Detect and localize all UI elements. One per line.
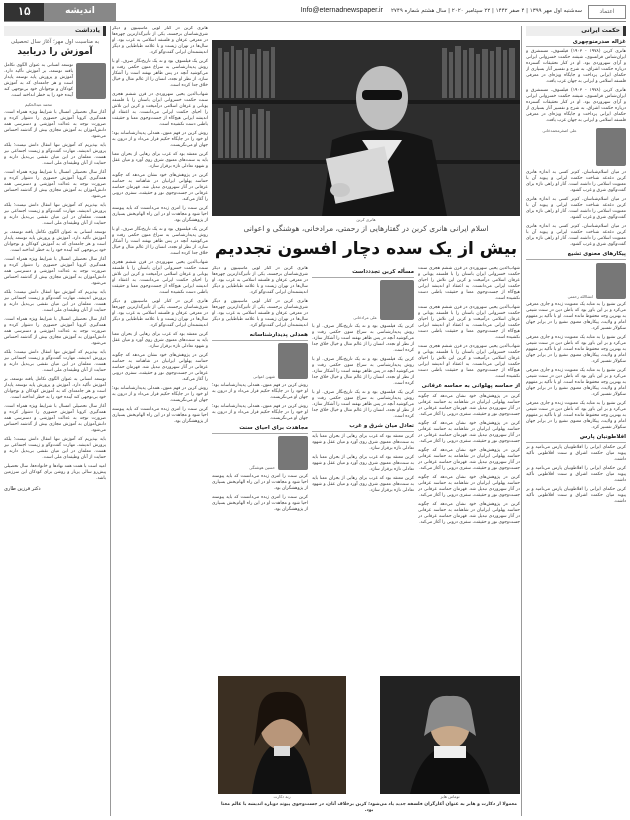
article-paragraph: کربن تشیع را به مثابه یک معنویت زنده و جاری معرفی می‌کرد و بر این باور بود که باطن دین در سنت شیعی به بهترین وجه محفوظ مانده است. او با تأکید بر مفهوم امام و ولایت، پیکارهای معنوی تشیع را در برابر جهان سکولار تفسیر کرد. xyxy=(526,302,626,332)
subheading: مجاهدت برای احیای سنت xyxy=(212,425,308,434)
left-kicker: به مناسبت اول مهر؛ آغاز سال تحصیلی xyxy=(10,38,100,45)
article-paragraph: هانری کربن (۱۹۷۸ - ۱۹۰۳) فیلسوف، مستشرق و ایران‌شناس فرانسوی، شیفته حکمت خسروانی ایرانی و آرای سهروردی بود. او در کنار تحقیقات گسترده درباره حکمت اشراق، به شرح و تفسیر آثار بسیاری از حکمای ایرانی پرداخت و جایگاه ویژه‌ای در معرفی فلسفه اسلامی و ایرانی به جهان غرب یافت. xyxy=(526,49,626,85)
article-paragraph: کربن سنت را امری زنده می‌دانست که باید پیوسته احیا شود و مجاهدت او در این راه الهام‌بخش بسیاری از پژوهشگران بود. xyxy=(212,473,308,491)
upper-main-text xyxy=(112,26,208,666)
section-label: اندیشه xyxy=(44,3,116,21)
signoff: دکتر فرزین طاری xyxy=(4,485,41,492)
article-paragraph: روش کربن در فهم متون، همدلی پدیدارشناسانه بود؛ او خود را در جایگاه حکیم قرار می‌داد و از درون به جهان او می‌نگریست. xyxy=(112,386,208,403)
article-paragraph: در میان اسلام‌شناسان، کم‌تر کسی به اندازه هانری کربن دغدغه شناخت حکمت ایرانی و پیوند آن با معنویت اسلامی را داشته است. آثار او راهی تازه برای گفت‌وگوی شرق و غرب گشود. xyxy=(526,224,626,248)
bottom-photo-left xyxy=(218,676,346,794)
left-headline: آموزش را دریابید xyxy=(17,47,93,58)
article-paragraph: هانری کربن در کنار لویی ماسینیون و دیگر شرق‌شناسان برجسته، یکی از تأثیرگذارترین چهره‌ها در معرفی عرفان و فلسفه اسلامی به غرب بود. او سال‌ها در تهران زیست و با علامه طباطبایی و دیگر اندیشمندان ایرانی گفت‌وگو کرد. xyxy=(212,266,308,295)
subheading: تعادل میان شرق و غرب xyxy=(312,423,414,432)
article-paragraph: توسعه انسانی به عنوان الگوی تکامل یافته توسعه، بر آموزش تأکید دارد. آموزش و پرورش پایه توسعه پایدار است و هر جامعه‌ای که به آموزش کودکان و نوجوانان خود بی‌توجهی کند آینده خود را به خطر انداخته است. xyxy=(4,229,106,253)
article-paragraph: کربن تشیع را به مثابه یک معنویت زنده و جاری معرفی می‌کرد و بر این باور بود که باطن دین در سنت شیعی به بهترین وجه محفوظ مانده است. او با تأکید بر مفهوم امام و ولایت، پیکارهای معنوی تشیع را در برابر جهان سکولار تفسیر کرد. xyxy=(526,401,626,431)
subheading: از حماسه پهلوانی به حماسه عرفانی xyxy=(418,383,520,392)
article-paragraph: کربن یک فیلسوف بود و نه یک تاریخ‌نگار صرف. او با روش پدیدارشناسی به سراغ متون حکمی رفت و می‌کوشید آنچه در پس ظاهر نهفته است را آشکار سازد. از نظر او تجدد، انسان را از عالم مثال و خیال خلاق جدا کرده است. xyxy=(312,323,414,353)
left-column-tag: یادداشت xyxy=(4,26,106,36)
article-paragraph: هانری کربن (۱۹۷۸ - ۱۹۰۳) فیلسوف، مستشرق و ایران‌شناس فرانسوی، شیفته حکمت خسروانی ایرانی و آرای سهروردی بود. او در کنار تحقیقات گسترده درباره حکمت اشراق، به شرح و تفسیر آثار بسیاری از حکمای ایرانی پرداخت و جایگاه ویژه‌ای در معرفی فلسفه اسلامی و ایرانی به جهان غرب یافت. xyxy=(526,88,626,124)
page-header xyxy=(4,2,626,22)
article-paragraph: شهاب‌الدین یحیی سهروردی در قرن ششم هجری سنت حکمت خسروانی ایران باستان را با فلسفه یونانی و عرفان اسلامی درآمیخت و کربن این تلاش را احیای حکمت ایرانی می‌دانست. به اعتقاد او اندیشه ایرانی هیچ‌گاه از جست‌وجوی معنا و حقیقت باطنی دست نکشیده است. xyxy=(418,305,520,340)
article-paragraph: آغاز سال تحصیلی امسال با شرایط ویژه همراه است. همه‌گیری کرونا آموزش حضوری را دشوار کرده و ضرورت توجه به عدالت آموزشی و دسترسی همه دانش‌آموزان به آموزش مجازی بیش از گذشته احساس می‌شود. xyxy=(4,403,106,433)
article-paragraph: کربن در پژوهش‌های خود نشان می‌دهد که چگونه حماسه پهلوانی ایرانیان در شاهنامه به حماسه عرفانی در آثار سهروردی تبدیل شد. قهرمان حماسه عرفانی در جست‌وجوی نور و حقیقت، سفری درونی را آغاز می‌کند. xyxy=(418,393,520,417)
right-column-tag: حکمت ایرانی xyxy=(526,26,626,36)
article-paragraph: کربن حکمای ایرانی را افلاطونیان پارس می‌نامید و بر پیوند میان حکمت اشراق و سنت افلاطونی تأکید داشت. xyxy=(526,466,626,484)
newspaper-logo: اعتماد xyxy=(588,5,626,19)
right-column xyxy=(526,26,626,816)
article-paragraph: کربن یک فیلسوف بود و نه یک تاریخ‌نگار صرف. او با روش پدیدارشناسی به سراغ متون حکمی رفت و می‌کوشید آنچه در پس ظاهر نهفته است را آشکار سازد. از نظر او تجدد، انسان را از عالم مثال و خیال خلاق جدا کرده است. xyxy=(112,59,208,88)
article-paragraph: کربن در پژوهش‌های خود نشان می‌دهد که چگونه حماسه پهلوانی ایرانیان در شاهنامه به حماسه عرفانی در آثار سهروردی تبدیل شد. قهرمان حماسه عرفانی در جست‌وجوی نور و حقیقت، سفری درونی را آغاز می‌کند. xyxy=(418,501,520,525)
article-paragraph: آغاز سال تحصیلی امسال با شرایط ویژه همراه است. همه‌گیری کرونا آموزش حضوری را دشوار کرده و ضرورت توجه به عدالت آموزشی و دسترسی همه دانش‌آموزان به آموزش مجازی بیش از گذشته احساس می‌شود. xyxy=(4,109,106,139)
article-paragraph: کربن معتقد بود که غرب برای رهایی از بحران معنا باید به سنت‌های معنوی شرق روی آورد و میان عقل و شهود تعادلی تازه برقرار سازد. xyxy=(312,433,414,451)
portrait-descartes xyxy=(218,676,346,794)
article-paragraph: کربن در پژوهش‌های خود نشان می‌دهد که چگونه حماسه پهلوانی ایرانیان در شاهنامه به حماسه عرفانی در آثار سهروردی تبدیل شد. قهرمان حماسه عرفانی در جست‌وجوی نور و حقیقت، سفری درونی را آغاز می‌کند. xyxy=(418,420,520,444)
box-title: افلاطونیان پارس xyxy=(526,434,626,443)
article-paragraph: روش کربن در فهم متون، همدلی پدیدارشناسانه بود؛ او خود را در جایگاه حکیم قرار می‌داد و از درون به جهان او می‌نگریست. xyxy=(112,131,208,148)
bottom-photo-left-label: رنه دکارت xyxy=(273,794,291,799)
author-photo xyxy=(278,343,308,379)
article-paragraph: باید بپذیریم که آموزش تنها انتقال دانش نیست؛ بلکه پرورش اندیشه، مهارت گفت‌وگو و زیست اجتماعی نیز هست. معلمان در این میان نقشی بی‌بدیل دارند و حمایت از آنان وظیفه‌ای ملی است. xyxy=(4,289,106,313)
article-paragraph: روش کربن در فهم متون، همدلی پدیدارشناسانه بود؛ او خود را در جایگاه حکیم قرار می‌داد و از درون به جهان او می‌نگریست. xyxy=(212,382,308,400)
article-paragraph: کربن در پژوهش‌های خود نشان می‌دهد که چگونه حماسه پهلوانی ایرانیان در شاهنامه به حماسه عرفانی در آثار سهروردی تبدیل شد. قهرمان حماسه عرفانی در جست‌وجوی نور و حقیقت، سفری درونی را آغاز می‌کند. xyxy=(418,447,520,471)
author-photo xyxy=(278,436,308,470)
main-column-b xyxy=(312,266,414,666)
article-paragraph: باید بپذیریم که آموزش تنها انتقال دانش نیست؛ بلکه پرورش اندیشه، مهارت گفت‌وگو و زیست اجتماعی نیز هست. معلمان در این میان نقشی بی‌بدیل دارند و حمایت از آنان وظیفه‌ای ملی است. xyxy=(4,202,106,226)
main-photo xyxy=(212,40,520,216)
author-caption: علی اصغرمحمدخانی xyxy=(542,128,577,134)
article-paragraph: باید بپذیریم که آموزش تنها انتقال دانش نیست؛ بلکه پرورش اندیشه، مهارت گفت‌وگو و زیست اجتماعی نیز هست. معلمان در این میان نقشی بی‌بدیل دارند و حمایت از آنان وظیفه‌ای ملی است. xyxy=(4,436,106,460)
article-paragraph: آغاز سال تحصیلی امسال با شرایط ویژه همراه است. همه‌گیری کرونا آموزش حضوری را دشوار کرده و ضرورت توجه به عدالت آموزشی و دسترسی همه دانش‌آموزان به آموزش مجازی بیش از گذشته احساس می‌شود. xyxy=(4,316,106,346)
main-column-c xyxy=(212,266,308,666)
author-photo xyxy=(596,128,626,166)
article-paragraph: کربن تشیع را به مثابه یک معنویت زنده و جاری معرفی می‌کرد و بر این باور بود که باطن دین در سنت شیعی به بهترین وجه محفوظ مانده است. او با تأکید بر مفهوم امام و ولایت، پیکارهای معنوی تشیع را در برابر جهان سکولار تفسیر کرد. xyxy=(526,335,626,365)
article-paragraph: باید بپذیریم که آموزش تنها انتقال دانش نیست؛ بلکه پرورش اندیشه، مهارت گفت‌وگو و زیست اجتماعی نیز هست. معلمان در این میان نقشی بی‌بدیل دارند و حمایت از آنان وظیفه‌ای ملی است. xyxy=(4,142,106,166)
subheading: همدلی پدیدارشناسانه xyxy=(212,332,308,341)
article-paragraph: شهاب‌الدین یحیی سهروردی در قرن ششم هجری سنت حکمت خسروانی ایران باستان را با فلسفه یونانی و عرفان اسلامی درآمیخت و کربن این تلاش را احیای حکمت ایرانی می‌دانست. به اعتقاد او اندیشه ایرانی هیچ‌گاه از جست‌وجوی معنا و حقیقت باطنی دست نکشیده است. xyxy=(112,92,208,127)
bottom-photo-right-label: توماس هابز xyxy=(440,794,460,799)
portrait-hobbes xyxy=(380,676,520,794)
page-number: ۱۵ xyxy=(4,3,44,21)
article-paragraph: در میان اسلام‌شناسان، کم‌تر کسی به اندازه هانری کربن دغدغه شناخت حکمت ایرانی و پیوند آن با معنویت اسلامی را داشته است. آثار او راهی تازه برای گفت‌وگوی شرق و غرب گشود. xyxy=(526,170,626,194)
article-paragraph: کربن تشیع را به مثابه یک معنویت زنده و جاری معرفی می‌کرد و بر این باور بود که باطن دین در سنت شیعی به بهترین وجه محفوظ مانده است. او با تأکید بر مفهوم امام و ولایت، پیکارهای معنوی تشیع را در برابر جهان سکولار تفسیر کرد. xyxy=(526,368,626,398)
article-paragraph: کربن حکمای ایرانی را افلاطونیان پارس می‌نامید و بر پیوند میان حکمت اشراق و سنت افلاطونی تأکید داشت. xyxy=(526,445,626,463)
author-caption: علی مرادخانی xyxy=(353,314,377,320)
column-rule xyxy=(110,26,111,816)
author-name: غزاله صدرمنوچهری xyxy=(526,39,626,48)
author-caption: شهین اعوانی xyxy=(253,373,275,379)
article-paragraph: شهاب‌الدین یحیی سهروردی در قرن ششم هجری سنت حکمت خسروانی ایران باستان را با فلسفه یونانی و عرفان اسلامی درآمیخت و کربن این تلاش را احیای حکمت ایرانی می‌دانست. به اعتقاد او اندیشه ایرانی هیچ‌گاه از جست‌وجوی معنا و حقیقت باطنی دست نکشیده است. xyxy=(418,344,520,379)
article-paragraph: کربن یک فیلسوف بود و نه یک تاریخ‌نگار صرف. او با روش پدیدارشناسی به سراغ متون حکمی رفت و می‌کوشید آنچه در پس ظاهر نهفته است را آشکار سازد. از نظر او تجدد، انسان را از عالم مثال و خیال خلاق جدا کرده است. xyxy=(312,356,414,386)
article-paragraph: کربن سنت را امری زنده می‌دانست که باید پیوسته احیا شود و مجاهدت او در این راه الهام‌بخش بسیاری از پژوهشگران بود. xyxy=(112,407,208,424)
bottom-photo-right xyxy=(380,676,520,794)
article-paragraph: شهاب‌الدین یحیی سهروردی در قرن ششم هجری سنت حکمت خسروانی ایران باستان را با فلسفه یونانی و عرفان اسلامی درآمیخت و کربن این تلاش را احیای حکمت ایرانی می‌دانست. به اعتقاد او اندیشه ایرانی هیچ‌گاه از جست‌وجوی معنا و حقیقت باطنی دست نکشیده است. xyxy=(112,260,208,295)
main-photo-caption: هانری کربن xyxy=(356,217,376,222)
article-paragraph: آغاز سال تحصیلی امسال با شرایط ویژه همراه است. همه‌گیری کرونا آموزش حضوری را دشوار کرده و ضرورت توجه به عدالت آموزشی و دسترسی همه دانش‌آموزان به آموزش مجازی بیش از گذشته احساس می‌شود. xyxy=(4,169,106,199)
article-paragraph: کربن معتقد بود که غرب برای رهایی از بحران معنا باید به سنت‌های معنوی شرق روی آورد و میان عقل و شهود تعادلی تازه برقرار سازد. xyxy=(312,454,414,472)
article-paragraph: کربن سنت را امری زنده می‌دانست که باید پیوسته احیا شود و مجاهدت او در این راه الهام‌بخش بسیاری از پژوهشگران بود. xyxy=(212,494,308,512)
article-paragraph: کربن یک فیلسوف بود و نه یک تاریخ‌نگار صرف. او با روش پدیدارشناسی به سراغ متون حکمی رفت و می‌کوشید آنچه در پس ظاهر نهفته است را آشکار سازد. از نظر او تجدد، انسان را از عالم مثال و خیال خلاق جدا کرده است. xyxy=(112,227,208,256)
article-paragraph: کربن معتقد بود که غرب برای رهایی از بحران معنا باید به سنت‌های معنوی شرق روی آورد و میان عقل و شهود تعادلی تازه برقرار سازد. xyxy=(112,152,208,169)
article-paragraph: در میان اسلام‌شناسان، کم‌تر کسی به اندازه هانری کربن دغدغه شناخت حکمت ایرانی و پیوند آن با معنویت اسلامی را داشته است. آثار او راهی تازه برای گفت‌وگوی شرق و غرب گشود. xyxy=(526,197,626,221)
author-photo xyxy=(76,63,106,99)
column-rule xyxy=(521,26,522,816)
article-paragraph: شهاب‌الدین یحیی سهروردی در قرن ششم هجری سنت حکمت خسروانی ایران باستان را با فلسفه یونانی و عرفان اسلامی درآمیخت و کربن این تلاش را احیای حکمت ایرانی می‌دانست. به اعتقاد او اندیشه ایرانی هیچ‌گاه از جست‌وجوی معنا و حقیقت باطنی دست نکشیده است. xyxy=(418,266,520,301)
article-paragraph: کربن سنت را امری زنده می‌دانست که باید پیوسته احیا شود و مجاهدت او در این راه الهام‌بخش بسیاری از پژوهشگران بود. xyxy=(112,206,208,223)
article-paragraph: آغاز سال تحصیلی امسال با شرایط ویژه همراه است. همه‌گیری کرونا آموزش حضوری را دشوار کرده و ضرورت توجه به عدالت آموزشی و دسترسی همه دانش‌آموزان به آموزش مجازی بیش از گذشته احساس می‌شود. xyxy=(4,256,106,286)
dateline: سه‌شنبه اول مهر ۱۳۹۹ | ۴ صفر ۱۴۴۲ | ۲۲ سپتامبر ۲۰۲۰ | سال هشتم شماره ۲۷۴۹ xyxy=(390,8,582,15)
article-paragraph: کربن معتقد بود که غرب برای رهایی از بحران معنا باید به سنت‌های معنوی شرق روی آورد و میان عقل و شهود تعادلی تازه برقرار سازد. xyxy=(312,475,414,493)
article-paragraph: هانری کربن در کنار لویی ماسینیون و دیگر شرق‌شناسان برجسته، یکی از تأثیرگذارترین چهره‌ها در معرفی عرفان و فلسفه اسلامی به غرب بود. او سال‌ها در تهران زیست و با علامه طباطبایی و دیگر اندیشمندان ایرانی گفت‌وگو کرد. xyxy=(212,299,308,328)
author-photo xyxy=(596,263,626,299)
article-paragraph: باید بپذیریم که آموزش تنها انتقال دانش نیست؛ بلکه پرورش اندیشه، مهارت گفت‌وگو و زیست اجتماعی نیز هست. معلمان در این میان نقشی بی‌بدیل دارند و حمایت از آنان وظیفه‌ای ملی است. xyxy=(4,349,106,373)
bookshelf-illustration xyxy=(212,40,520,216)
left-column xyxy=(4,26,106,816)
main-column-a xyxy=(418,266,520,666)
author-caption: محمد عبدالحکیم xyxy=(24,101,53,107)
author-caption: انشاالله رحمتی xyxy=(567,294,593,300)
article-paragraph: کربن در پژوهش‌های خود نشان می‌دهد که چگونه حماسه پهلوانی ایرانیان در شاهنامه به حماسه عرفانی در آثار سهروردی تبدیل شد. قهرمان حماسه عرفانی در جست‌وجوی نور و حقیقت، سفری درونی را آغاز می‌کند. xyxy=(112,353,208,382)
article-paragraph: کربن معتقد بود که غرب برای رهایی از بحران معنا باید به سنت‌های معنوی شرق روی آورد و میان عقل و شهود تعادلی تازه برقرار سازد. xyxy=(112,332,208,349)
article-paragraph: امید است با همت همه نهادها و خانواده‌ها، سال تحصیلی پیش‌رو سالی پربار و روشن برای کودکان این سرزمین باشد. xyxy=(4,463,106,481)
subheading: مسأله کربن تجددداست xyxy=(312,269,414,278)
article-kicker: اسلام ایرانی هانری کربن در گفتارهایی از رحمتی، مرادخانی، هوشنگی و اعوانی xyxy=(243,224,489,233)
box-title: پیکارهای معنوی تشیع xyxy=(526,251,626,260)
article-headline: بیش از یک سده دچار افسون تجددیم xyxy=(214,239,518,259)
article-paragraph: روش کربن در فهم متون، همدلی پدیدارشناسانه بود؛ او خود را در جایگاه حکیم قرار می‌داد و از درون به جهان او می‌نگریست. xyxy=(212,403,308,421)
contact-email[interactable]: Info@eternadnewspaper.ir xyxy=(300,7,383,15)
article-paragraph: توسعه انسانی به عنوان الگوی تکامل یافته توسعه، بر آموزش تأکید دارد. آموزش و پرورش پایه توسعه پایدار است و هر جامعه‌ای که به آموزش کودکان و نوجوانان خود بی‌توجهی کند آینده خود را به خطر انداخته است. xyxy=(4,62,73,98)
author-photo xyxy=(380,280,414,320)
article-paragraph: هانری کربن در کنار لویی ماسینیون و دیگر شرق‌شناسان برجسته، یکی از تأثیرگذارترین چهره‌ها در معرفی عرفان و فلسفه اسلامی به غرب بود. او سال‌ها در تهران زیست و با علامه طباطبایی و دیگر اندیشمندان ایرانی گفت‌وگو کرد. xyxy=(112,299,208,328)
bottom-photo-caption: معمولا از دکارت و هابز به عنوان آغازگران فلسفه جدید یاد می‌شود؛ کربن برخلاف آنان، در جست‌وجوی پیوند دوباره اندیشه با عالم معنا بود. xyxy=(221,802,517,813)
article-paragraph: کربن در پژوهش‌های خود نشان می‌دهد که چگونه حماسه پهلوانی ایرانیان در شاهنامه به حماسه عرفانی در آثار سهروردی تبدیل شد. قهرمان حماسه عرفانی در جست‌وجوی نور و حقیقت، سفری درونی را آغاز می‌کند. xyxy=(112,173,208,202)
article-paragraph: کربن حکمای ایرانی را افلاطونیان پارس می‌نامید و بر پیوند میان حکمت اشراق و سنت افلاطونی تأکید داشت. xyxy=(526,487,626,505)
article-paragraph: توسعه انسانی به عنوان الگوی تکامل یافته توسعه، بر آموزش تأکید دارد. آموزش و پرورش پایه توسعه پایدار است و هر جامعه‌ای که به آموزش کودکان و نوجوانان خود بی‌توجهی کند آینده خود را به خطر انداخته است. xyxy=(4,376,106,400)
article-paragraph: کربن یک فیلسوف بود و نه یک تاریخ‌نگار صرف. او با روش پدیدارشناسی به سراغ متون حکمی رفت و می‌کوشید آنچه در پس ظاهر نهفته است را آشکار سازد. از نظر او تجدد، انسان را از عالم مثال و خیال خلاق جدا کرده است. xyxy=(312,389,414,419)
article-paragraph: کربن در پژوهش‌های خود نشان می‌دهد که چگونه حماسه پهلوانی ایرانیان در شاهنامه به حماسه عرفانی در آثار سهروردی تبدیل شد. قهرمان حماسه عرفانی در جست‌وجوی نور و حقیقت، سفری درونی را آغاز می‌کند. xyxy=(418,474,520,498)
article-paragraph: هانری کربن در کنار لویی ماسینیون و دیگر شرق‌شناسان برجسته، یکی از تأثیرگذارترین چهره‌ها در معرفی عرفان و فلسفه اسلامی به غرب بود. او سال‌ها در تهران زیست و با علامه طباطبایی و دیگر اندیشمندان ایرانی گفت‌وگو کرد. xyxy=(112,26,208,55)
author-caption: حسین هوشنگی xyxy=(249,464,275,470)
